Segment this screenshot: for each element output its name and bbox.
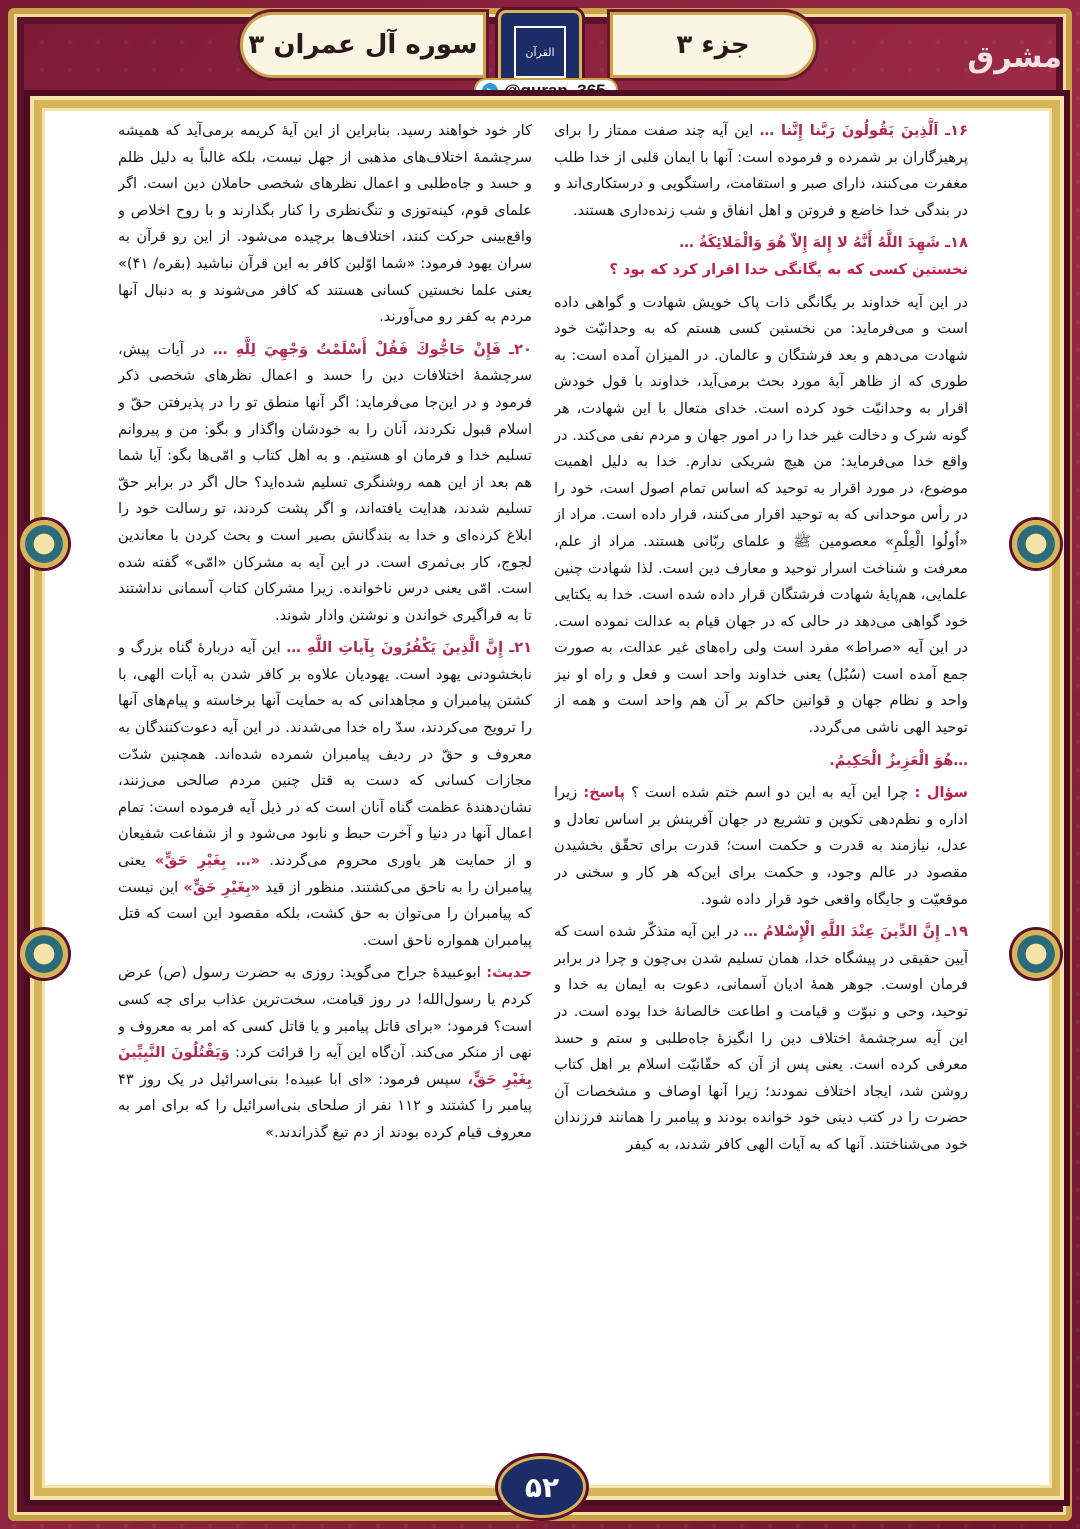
verse-19	[554, 919, 968, 1158]
hadith-text: ابوعبیدهٔ جراح می‌گوید: روزی به حضرت رسول (ص) عرض کردم یا رسول‌الله! در روز قیامت، سخت‌ترین عذاب برای چه کسی است؟ فرمود: «برای قاتل پیامبر و یا قاتل کسی که امر به معروف و نهی از منکر می‌کند. آن‌گاه این آیه را قرائت کرد:	[118, 964, 532, 1062]
verse-arabic: …هُوَ الْعَزِيزُ الْحَكِيمُ.	[829, 751, 968, 769]
verse-commentary: در آیات پیش، سرچشمهٔ اختلافات دین را حسد و اعمال نظرهای شخصی ذکر فرمود و در این‌جا می‌فرماید: اگر آنها منطق تو را در پذیرفتن حقّ و اسلام قبول نکردند، آنان را به خودشان واگذار و بگو: من و پیروانم تسلیم خدا و فرمان او هستیم. و به اهل کتاب و امّی‌ها بگو: آیا شما هم بعد از این همه روشنگری تسلیم شده‌اید؟ حال اگر در برابر حقّ تسلیم شدند، هدایت یافته‌اند، و اگر پشت کردند، تو رسالت خود را ابلاغ کرده‌ای و خدا به بندگانش بصیر است و بحث کردن با معاندین لجوج، کار بی‌ثمری است. در این آیه به مشرکان «امّی» گفته شده است. امّی یعنی درس ناخوانده. زیرا مشرکان کتاب آسمانی نداشتند تا به فراگیری خواندن و نوشتن وادار شوند.	[118, 340, 532, 624]
verse-16	[554, 118, 968, 224]
continued-commentary: کار خود خواهند رسید. بنابراین از این آیهٔ کریمه برمی‌آید که همیشه سرچشمهٔ اختلاف‌های مذهبی از جهل نیست، بلکه غالباً به دلیل ظلم و حسد و جاه‌طلبی و اعمال نظرهای شخصی حاملان دین است. اگر علمای قوم، کینه‌توزی و تنگ‌نظری را کنار بگذارند و با روح اخلاص و واقع‌بینی حرکت کنند، اختلاف‌ها برچیده می‌شود. از این رو قرآن به سران یهود فرمود: «شما اوّلین کافر به این قرآن نباشید (بقره/ ۴۱)» یعنی علما نخستین کسانی هستند که کافر می‌شوند و به دنبال آنها مردم به کفر رو می‌آورند.	[118, 122, 532, 326]
verse-arabic: ۱۶ـ اَلَّذِينَ يَقُولُونَ رَبَّنا إِنَّنا …	[759, 122, 968, 139]
verse-commentary: یعنی پیامبران را به ناحق می‌کشتند. منظور از قید	[118, 852, 532, 896]
question-answer	[554, 780, 968, 913]
section-question-heading: نخستین کسی که به یگانگی خدا اقرار کرد که بود ؟	[609, 260, 968, 278]
watermark-logo: مشرق	[967, 40, 1062, 75]
verse-commentary: این نیست که پیامبران را می‌توان به حق کشت، بلکه مقصود این است که قتل پیامبران همواره ناحق است.	[118, 878, 532, 949]
left-column	[118, 118, 532, 1398]
medallion-icon	[1012, 930, 1060, 978]
verse-arabic: ۲۱ـ إِنَّ الَّذِينَ يَكْفُرُونَ بِآياتِ اللَّهِ …	[286, 639, 532, 657]
medallion-icon	[1012, 520, 1060, 568]
medallion-icon	[20, 520, 68, 568]
text-columns	[118, 118, 968, 1398]
verse-arabic-quote: «بِغَيْرِ حَقٍّ»	[183, 878, 261, 896]
verse-commentary: این آیه دربارهٔ گناه بزرگ و نابخشودنی یهود است. یهودیان علاوه بر کافر شدن به آیات الهی، با کشتن پیامبران و مجاهدانی که به حمایت آنها برخاسته و پیام‌های آنها را ترویج می‌کردند، سدّ راه خدا می‌شدند. در این آیه دعوت‌کنندگان به معروف و حقّ در ردیف پیامبران شمرده شده‌اند. همچنین شدّت مجازات کسانی که دست به قتل چنین مردم صالحی می‌زنند، نشان‌دهندهٔ عظمت گناه آنان است که در ذیل آیه فرموده است: تمام اعمال آنها در دنیا و آخرت حبط و نابود می‌شود و از شفاعت شفیعان و از حمایت هر یاوری محروم می‌گردند.	[118, 639, 532, 870]
answer-text: زیرا اداره و نظم‌دهی تکوین و تشریع در جهان آفرینش بر اساس تعادل و عدل، نیازمند به قدرت و حکمت است؛ قدرت برای تحقّق بخشیدن مقصود در عالم وجود، و حکمت برای این‌که هر کار و سخنی در موقعیّت و جایگاه واقعی خود قرار داده شود.	[554, 784, 968, 908]
hadith-label: حدیث:	[486, 964, 532, 982]
verse-commentary: در این آیه متذکّر شده است که آیین حقیقی در پیشگاه خدا، همان تسلیم شدن بی‌چون و چرا در برابر فرمان اوست. جوهر همهٔ ادیان آسمانی، دعوت به ایمان به خدا و توحید، وحی و نبوّت و قیامت و اطاعت خالصانهٔ خدا بوده است. در این آیه سرچشمهٔ اختلاف دین را انگیزهٔ جاه‌طلبی و ستم و حسد معرفی کرده است. یعنی پس از آن که حقّانیّت اسلام بر اهل کتاب روشن شد، ایجاد اختلاف نمودند؛ زیرا آنها اوصاف و مشخصات آن حضرت را در کتب دینی خود خوانده بودند و پیامبر را همانند فرزندان خود می‌شناختند. آنها که به آیات الهی کافر شدند، به کیفر	[554, 923, 968, 1153]
telegram-icon: ➤	[482, 83, 498, 99]
juz-label: جزء ۳	[610, 12, 816, 78]
surah-label: سوره آل عمران ۳	[240, 12, 486, 78]
question-label: سؤال :	[914, 784, 968, 802]
hadith-text: سپس فرمود: «ای ابا عبیده! بنی‌اسرائیل در یک روز ۴۳ پیامبر را کشتند و ۱۱۲ نفر از صلحای بنی‌اسرائیل را که برای امر به معروف قیام کرده بودند از دم تیغ گذراندند.»	[118, 1070, 532, 1141]
verse-18-commentary: در این آیه خداوند بر یگانگی ذات پاک خویش شهادت و گواهی داده است و می‌فرماید: من نخستین کسی هستم که به وحدانیّت خود شهادت می‌دهم و بعد فرشتگان و عالمان. در المیزان آمده است: به طوری که از ظاهر آیهٔ مورد بحث برمی‌آید، خداوند با قول خودش اقرار به وحدانیّت خود کرده است. خدای متعال با این شهادت، هر گونه شرک و دخالت غیر خدا را در امور جهان و مردم نفی می‌کند. در واقع خدا می‌فرماید: من هیچ شریکی ندارم. خدا به دلیل اهمیت موضوع، در مورد اقرار به توحید که اساس تمام اصول است، خود را در رأس موحدانی که به توحید اقرار می‌کنند، قرار داده است. مراد از «اُولُوا الْعِلْمِ» معصومین ﷺ و علمای ربّانی هستند. مراد از علم، معرفت و شناخت اسرار توحید و معارف دین است. لذا شهادت چنین علمایی، هم‌پایهٔ شهادت فرشتگان قرار داده شده است. خدا به یکتایی خود گواهی می‌دهد در حالی که در جهان قیام به عدالت نموده است. در این آیه «صراط» مفرد است ولی راه‌های غیر عدالت، به صورت جمع آمده است (سُبُل) یعنی خداوند واحد است و فعل و راه او نیز واحد و نظام جهان و قوانین حاکم بر آن هم واحد است و همه از توحید الهی ناشی می‌گردد.	[554, 293, 968, 737]
verse-18-ending	[554, 748, 968, 775]
hadith	[118, 960, 532, 1146]
verse-arabic: ۲۰ـ فَإِنْ حَاجُّوكَ فَقُلْ أَسْلَمْتُ وَجْهِيَ لِلَّهِ …	[212, 340, 532, 358]
handle-text: @quran_365	[504, 81, 606, 100]
verse-arabic-quote: «… بِغَيْرِ حَقٍّ»	[154, 852, 261, 870]
verse-arabic: ۱۹ـ إِنَّ الدِّينَ عِنْدَ اللَّهِ الْإِسْلامُ …	[743, 923, 968, 941]
verse-21	[118, 635, 532, 954]
logo-calligraphy: القرآن	[514, 26, 566, 78]
verse-arabic: ۱۸ـ شَهِدَ اللَّهُ أَنَّهُ لا إِلهَ إِلاّ هُوَ وَالْمَلائِكَةُ …	[679, 234, 968, 252]
verse-arabic-quote: وَيَقْتُلُونَ النَّبِيِّينَ بِغَيْرِ حَقٍّ،	[118, 1044, 532, 1088]
verse-commentary: این آیه چند صفت ممتاز را برای پرهیزگاران بر شمرده و فرموده است: آنها با ایمان قلبی از خدا طلب مغفرت می‌کنند، دارای صبر و استقامت، راستگویی و درستکاری‌اند و در بندگی خدا خاضع و فروتن و اهل انفاق و شب زنده‌داری هستند.	[554, 122, 968, 219]
telegram-handle[interactable]	[476, 80, 616, 102]
verse-20	[118, 337, 532, 630]
right-column	[554, 118, 968, 1398]
verse-18	[554, 230, 968, 283]
medallion-icon	[20, 930, 68, 978]
answer-label: پاسخ:	[583, 784, 626, 802]
question-text: چرا این آیه به این دو اسم ختم شده است ؟	[631, 784, 909, 802]
page-number: ۵۲	[498, 1456, 586, 1518]
